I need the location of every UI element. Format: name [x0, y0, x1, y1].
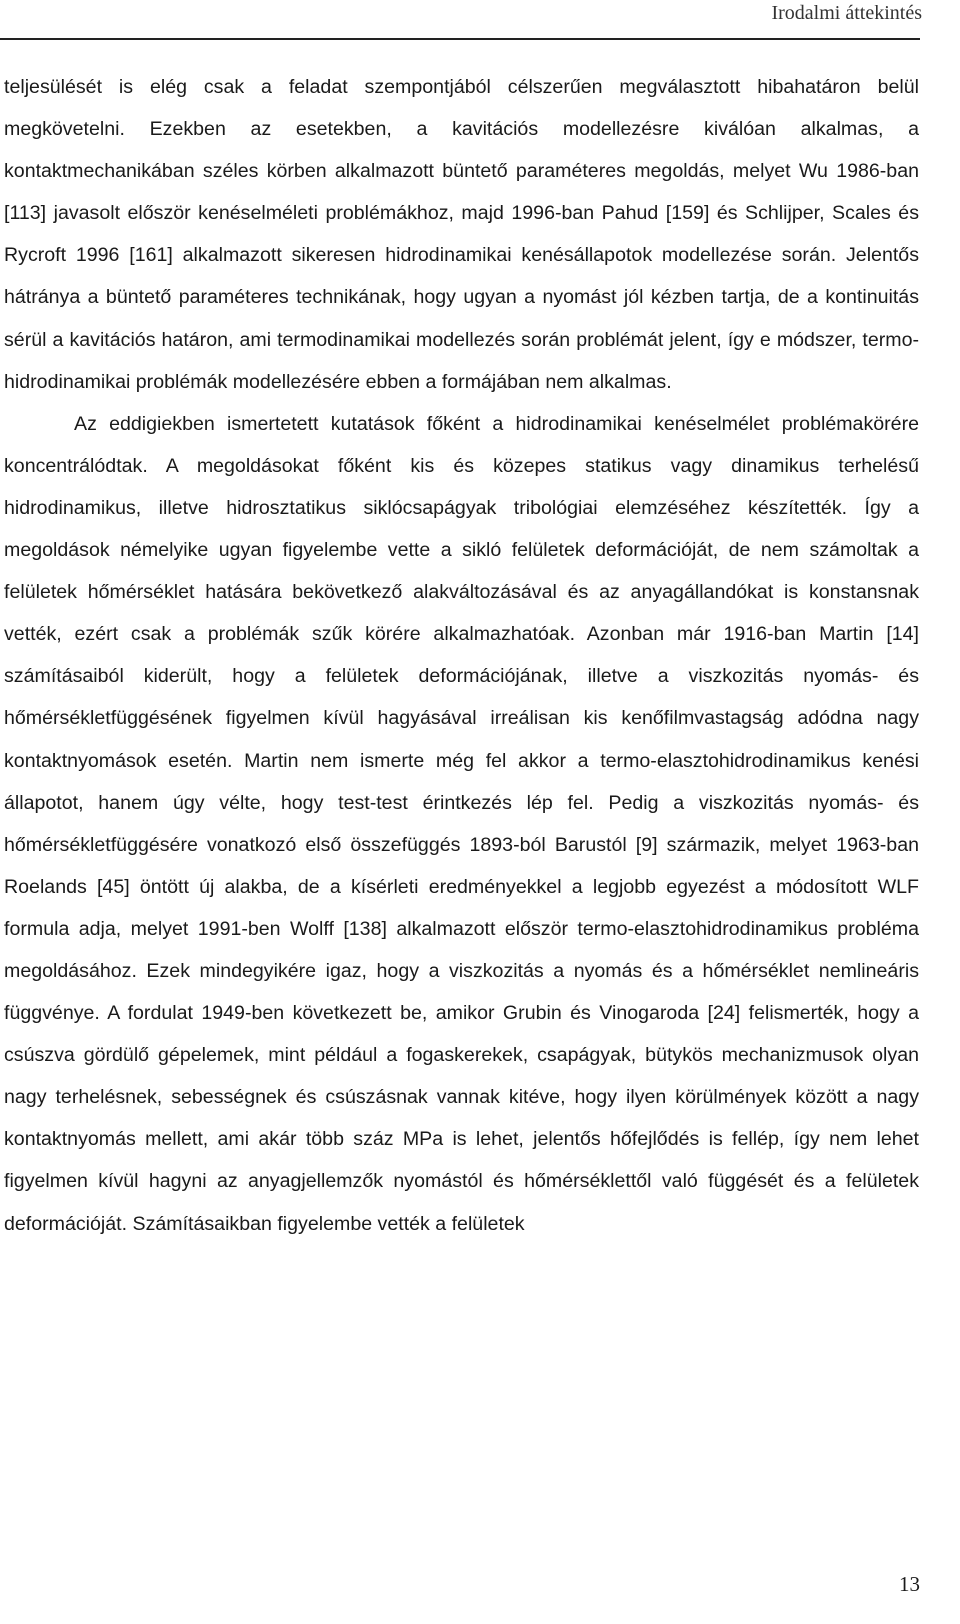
paragraph: Az eddigiekben ismertetett kutatások főként a hidrodinamikai kenéselmélet problémakörére koncentrálódtak. A megoldásokat főként kis és közepes statikus vagy dinamikus terhelésű hidrodinamikus, illetve hidrosztatikus siklócsapágyak tribológiai elemzéséhez készítették. Így a megoldások némelyike ugyan figyelembe vette a sikló felületek deformációját, de nem számoltak a felületek hőmérséklet hatására bekövetkező alakváltozásával és az anyagállandókat is konstansnak vették, ezért csak a problémák szűk körére alkalmazhatóak. Azonban már 1916-ban Martin [14] számításaiból kiderült, hogy a felületek deformációjának, illetve a viszkozitás nyomás- és hőmérsékletfüggésének figyelmen kívül hagyásával irreálisan kis kenőfilmvastagság adódna nagy kontaktnyomások esetén. Martin nem ismerte még fel akkor a termo-elasztohidrodinamikus kenési állapotot, hanem úgy vélte, hogy test-test érintkezés lép fel. Pedig a viszkozitás nyomás- és hőmérsékletfüggésére vonatkozó első összefüggés 1893-ból Barustól [9] származik, melyet 1963-ban Roelands [45] öntött új alakba, de a kísérleti eredményekkel a legjobb egyezést a módosított WLF formula adja, melyet 1991-ben Wolff [138] alkalmazott először termo-elasztohidrodinamikus probléma megoldásához. Ezek mindegyikére igaz, hogy a viszkozitás a nyomás és a hőmérséklet nemlineáris függvénye. A fordulat 1949-ben következett be, amikor Grubin és Vinogaroda [24] felismerték, hogy a csúszva gördülő gépelemek, mint például a fogaskerekek, csapágyak, bütykös mechanizmusok olyan nagy terhelésnek, sebességnek és csúszásnak vannak kitéve, hogy ilyen körülmények között a nagy kontaktnyomás mellett, ami akár több száz MPa is lehet, jelentős hőfejlődés is fellép, így nem lehet figyelmen kívül hagyni az anyagjellemzők nyomástól és hőmérséklettől való függését és a felületek deformációját. Számításaikban figyelembe vették a felületek: [4, 412, 919, 1235]
page-number: 13: [899, 1572, 920, 1596]
body-text: [4, 66, 919, 1245]
header-divider: [0, 38, 920, 40]
paragraph: teljesülését is elég csak a feladat szempontjából célszerűen megválasztott hibahatáron belül megkövetelni. Ezekben az esetekben, a kavitációs modellezésre kiválóan alkalmas, a kontaktmechanikában széles körben alkalmazott büntető paraméteres megoldás, melyet Wu 1986-ban [113] javasolt először kenéselméleti problémákhoz, majd 1996-ban Pahud [159] és Schlijper, Scales és Rycroft 1996 [161] alkalmazott sikeresen hidrodinamikai kenésállapotok modellezése során. Jelentős hátránya a büntető paraméteres technikának, hogy ugyan a nyomást jól kézben tartja, de a kontinuitás sérül a kavitációs határon, ami termodinamikai modellezés során problémát jelent, így e módszer, termo-hidrodinamikai problémák modellezésére ebben a formájában nem alkalmas.: [4, 76, 919, 393]
running-header: Irodalmi áttekintés: [771, 2, 922, 24]
